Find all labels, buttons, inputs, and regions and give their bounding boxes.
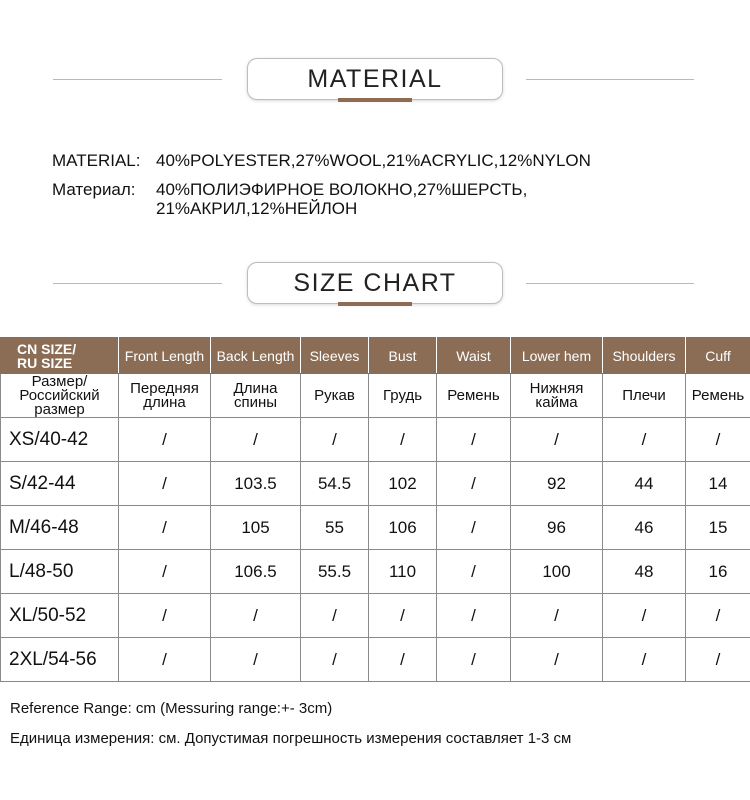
size-cell: S/42-44: [1, 462, 119, 506]
material-title: MATERIAL: [247, 58, 503, 100]
measurement-cell: 55: [301, 506, 369, 550]
measurement-cell: /: [437, 638, 511, 682]
size-table: [0, 337, 750, 682]
column-header: CN SIZE/ RU SIZE: [1, 338, 119, 374]
size-cell: M/46-48: [1, 506, 119, 550]
measurement-cell: /: [119, 506, 211, 550]
reference-note-ru: Единица измерения: см. Допустимая погрешность измерения составляет 1-3 см: [10, 730, 572, 747]
measurement-cell: /: [369, 418, 437, 462]
measurement-cell: /: [119, 550, 211, 594]
table-row: [1, 550, 750, 594]
measurement-cell: 48: [603, 550, 686, 594]
divider-line: [526, 283, 694, 284]
divider-line: [526, 79, 694, 80]
column-header-ru: Ремень: [437, 374, 511, 418]
measurement-cell: /: [301, 594, 369, 638]
accent-bar: [338, 302, 412, 306]
material-en-label: MATERIAL:: [52, 151, 141, 170]
column-header-ru: Передняя длина: [119, 374, 211, 418]
measurement-cell: 106.5: [211, 550, 301, 594]
measurement-cell: /: [686, 418, 750, 462]
measurement-cell: 16: [686, 550, 750, 594]
measurement-cell: /: [211, 418, 301, 462]
measurement-cell: 96: [511, 506, 603, 550]
material-ru-value-1: 40%ПОЛИЭФИРНОЕ ВОЛОКНО,27%ШЕРСТЬ,: [156, 180, 528, 199]
measurement-cell: 15: [686, 506, 750, 550]
measurement-cell: 100: [511, 550, 603, 594]
column-header: Front Length: [119, 338, 211, 374]
table-row: [1, 506, 750, 550]
material-en-value: 40%POLYESTER,27%WOOL,21%ACRYLIC,12%NYLON: [156, 151, 591, 170]
header-row-ru: [1, 374, 750, 418]
measurement-cell: /: [603, 638, 686, 682]
column-header-ru: Размер/ Российский размер: [1, 374, 119, 418]
reference-note-en: Reference Range: cm (Messuring range:+- 3cm): [10, 700, 333, 717]
measurement-cell: 105: [211, 506, 301, 550]
measurement-cell: 14: [686, 462, 750, 506]
table-row: [1, 462, 750, 506]
column-header-ru: Ремень: [686, 374, 750, 418]
material-ru-label: Материал:: [52, 180, 136, 199]
size-cell: XL/50-52: [1, 594, 119, 638]
measurement-cell: 54.5: [301, 462, 369, 506]
material-ru-value-2: 21%АКРИЛ,12%НЕЙЛОН: [156, 199, 358, 218]
divider-line: [53, 283, 222, 284]
measurement-cell: /: [119, 418, 211, 462]
measurement-cell: /: [119, 638, 211, 682]
column-header: Sleeves: [301, 338, 369, 374]
column-header-ru: Длина спины: [211, 374, 301, 418]
measurement-cell: 102: [369, 462, 437, 506]
column-header: Waist: [437, 338, 511, 374]
measurement-cell: 110: [369, 550, 437, 594]
table-row: [1, 638, 750, 682]
measurement-cell: 92: [511, 462, 603, 506]
measurement-cell: /: [301, 638, 369, 682]
material-en: [52, 151, 591, 170]
table-row: [1, 594, 750, 638]
header-row-en: [1, 338, 750, 374]
column-header-ru: Плечи: [603, 374, 686, 418]
measurement-cell: /: [511, 638, 603, 682]
measurement-cell: /: [437, 418, 511, 462]
measurement-cell: /: [686, 638, 750, 682]
measurement-cell: /: [511, 418, 603, 462]
measurement-cell: /: [603, 418, 686, 462]
measurement-cell: 106: [369, 506, 437, 550]
accent-bar: [338, 98, 412, 102]
column-header: Back Length: [211, 338, 301, 374]
measurement-cell: /: [437, 550, 511, 594]
measurement-cell: /: [211, 638, 301, 682]
column-header-ru: Грудь: [369, 374, 437, 418]
measurement-cell: /: [437, 506, 511, 550]
divider-line: [53, 79, 222, 80]
material-ru: [52, 180, 527, 218]
measurement-cell: /: [211, 594, 301, 638]
column-header: Shoulders: [603, 338, 686, 374]
measurement-cell: /: [437, 594, 511, 638]
measurement-cell: /: [369, 638, 437, 682]
measurement-cell: /: [603, 594, 686, 638]
measurement-cell: 55.5: [301, 550, 369, 594]
measurement-cell: /: [119, 594, 211, 638]
measurement-cell: /: [686, 594, 750, 638]
column-header: Cuff: [686, 338, 750, 374]
size-cell: 2XL/54-56: [1, 638, 119, 682]
measurement-cell: 46: [603, 506, 686, 550]
column-header: Lower hem: [511, 338, 603, 374]
measurement-cell: /: [369, 594, 437, 638]
measurement-cell: /: [301, 418, 369, 462]
measurement-cell: 44: [603, 462, 686, 506]
size-cell: XS/40-42: [1, 418, 119, 462]
table-row: [1, 418, 750, 462]
column-header-ru: Рукав: [301, 374, 369, 418]
measurement-cell: 103.5: [211, 462, 301, 506]
column-header: Bust: [369, 338, 437, 374]
size-cell: L/48-50: [1, 550, 119, 594]
size-chart-title: SIZE CHART: [247, 262, 503, 304]
measurement-cell: /: [511, 594, 603, 638]
measurement-cell: /: [437, 462, 511, 506]
measurement-cell: /: [119, 462, 211, 506]
column-header-ru: Нижняя кайма: [511, 374, 603, 418]
